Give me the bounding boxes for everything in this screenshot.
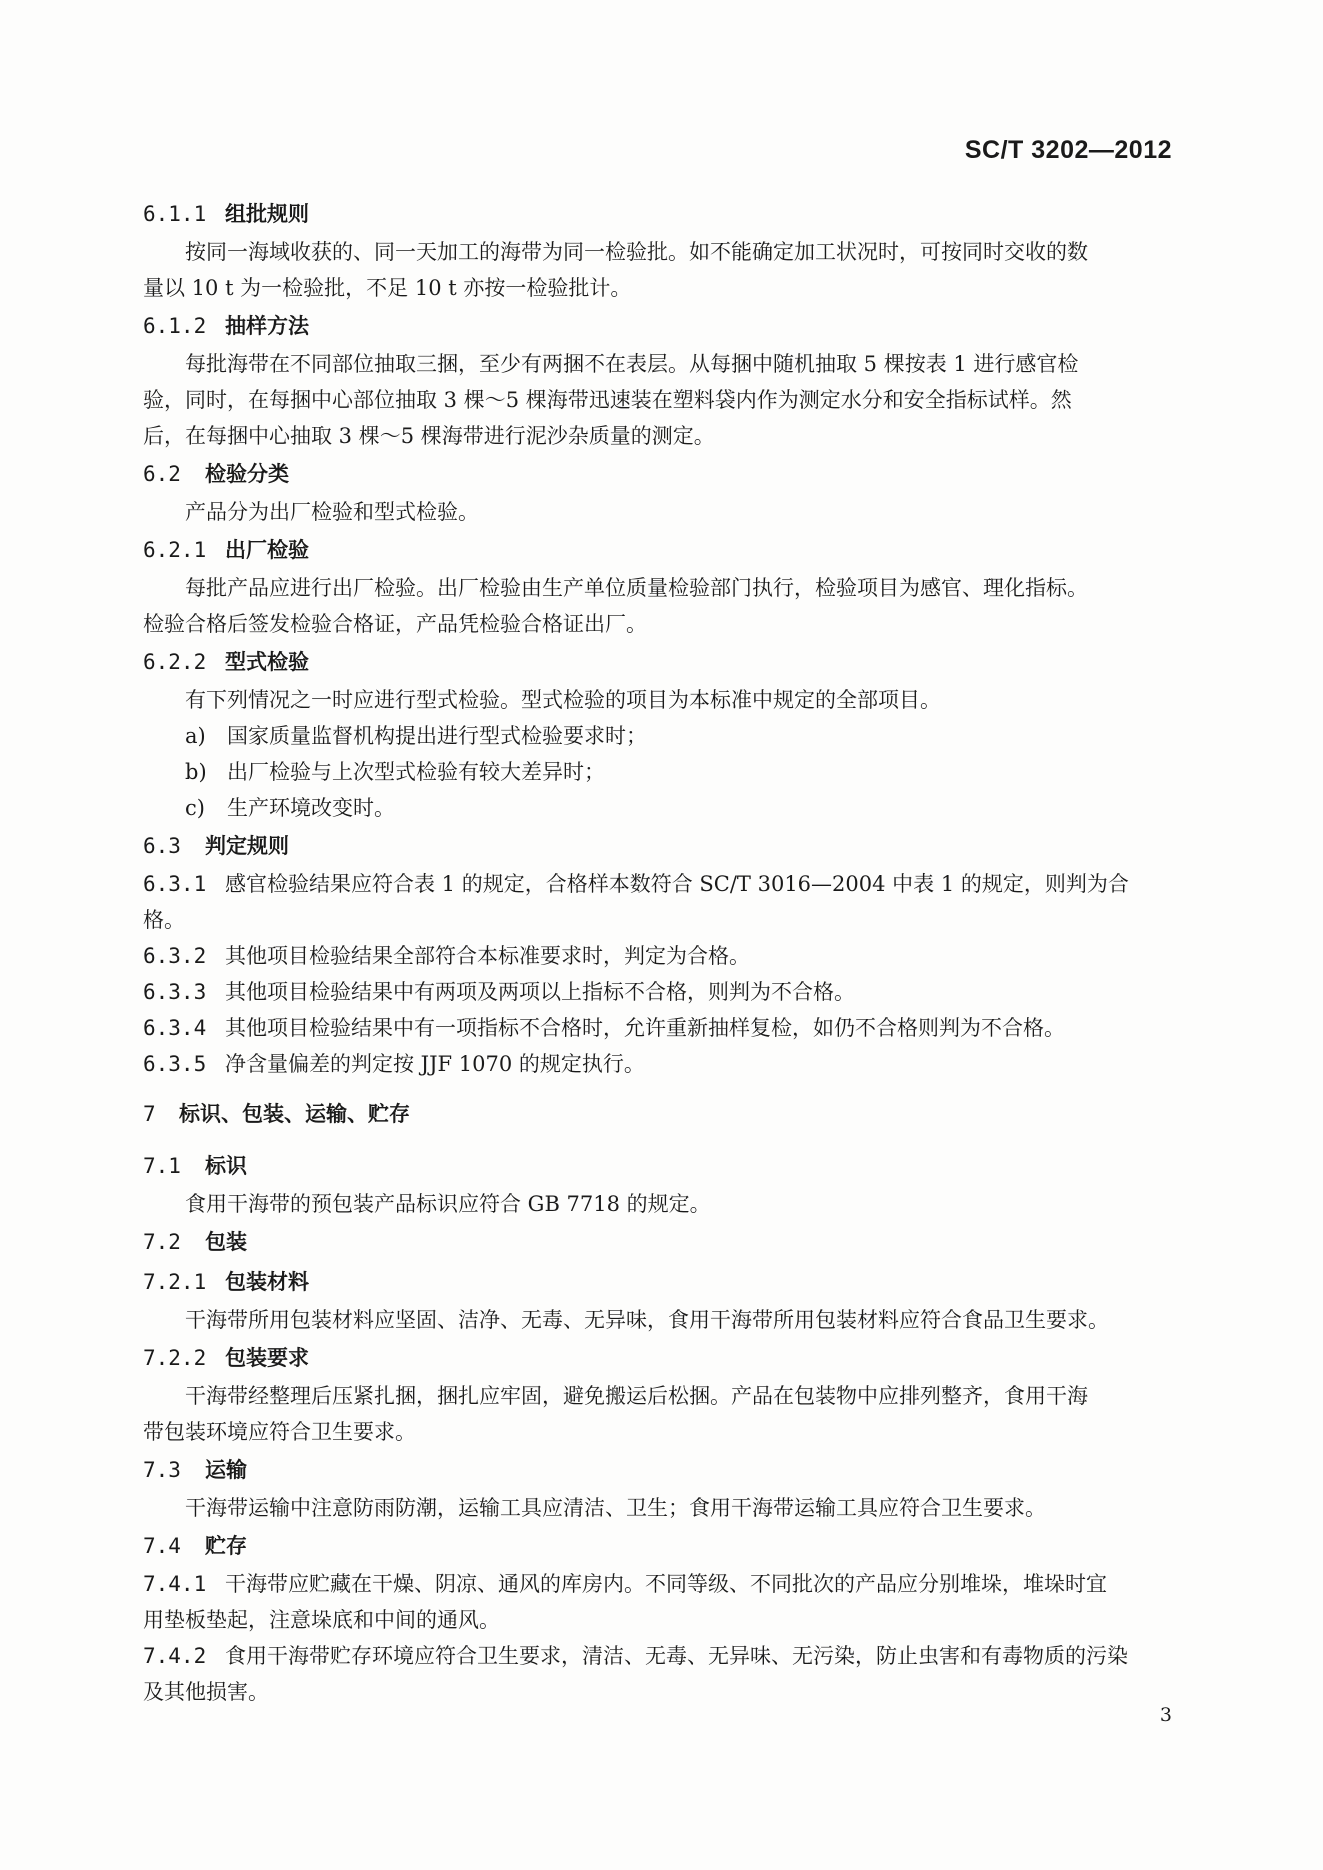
paragraph-line: 每批海带在不同部位抽取三捆，至少有两捆不在表层。从每捆中随机抽取 5 棵按表 1 进行感官检	[185, 352, 1079, 376]
section-title: 包装要求	[225, 1346, 309, 1370]
clause-number: 6.3.5	[143, 1052, 207, 1076]
clause-6-3-1	[143, 866, 1178, 902]
page-number: 3	[1159, 1704, 1172, 1726]
clause-6-3-3	[143, 974, 1178, 1010]
document-body	[143, 194, 1178, 1710]
paragraph-line: 产品分为出厂检验和型式检验。	[185, 500, 479, 524]
list-item-marker: c)	[185, 796, 205, 820]
list-item	[143, 790, 1178, 826]
clause-number: 6.3.3	[143, 980, 207, 1004]
clause-number: 6.3.4	[143, 1016, 207, 1040]
paragraph-6-2-2	[143, 682, 1178, 718]
clause-6-3-1-continued	[143, 902, 1178, 938]
clause-text: 净含量偏差的判定按 JJF 1070 的规定执行。	[225, 1052, 645, 1076]
section-number: 7.1	[143, 1154, 181, 1178]
section-title: 组批规则	[225, 202, 309, 226]
paragraph-7-2-2	[143, 1378, 1178, 1450]
paragraph-6-1-1	[143, 234, 1178, 306]
paragraph-line: 带包装环境应符合卫生要求。	[143, 1420, 416, 1444]
clause-6-3-2	[143, 938, 1178, 974]
section-number: 6.2	[143, 462, 181, 486]
section-number: 6.1.2	[143, 314, 207, 338]
section-number: 7.2	[143, 1230, 181, 1254]
section-title: 型式检验	[225, 650, 309, 674]
section-title: 抽样方法	[225, 314, 309, 338]
paragraph-line: 后，在每捆中心抽取 3 棵～5 棵海带进行泥沙杂质量的测定。	[143, 424, 715, 448]
clause-text: 其他项目检验结果中有一项指标不合格时，允许重新抽样复检，如仍不合格则判为不合格。	[225, 1016, 1065, 1040]
section-heading-7-4	[143, 1526, 1178, 1566]
section-title: 标识	[205, 1154, 247, 1178]
section-heading-7-2	[143, 1222, 1178, 1262]
section-number: 6.1.1	[143, 202, 207, 226]
clause-text: 其他项目检验结果全部符合本标准要求时，判定为合格。	[225, 944, 750, 968]
section-number: 7.3	[143, 1458, 181, 1482]
section-heading-7-1	[143, 1146, 1178, 1186]
section-title: 包装	[205, 1230, 247, 1254]
list-item-marker: a)	[185, 724, 206, 748]
clause-text: 及其他损害。	[143, 1680, 269, 1704]
clause-6-3-5	[143, 1046, 1178, 1082]
section-heading-6-2	[143, 454, 1178, 494]
paragraph-line: 有下列情况之一时应进行型式检验。型式检验的项目为本标准中规定的全部项目。	[185, 688, 941, 712]
clause-text: 用垫板垫起，注意垛底和中间的通风。	[143, 1608, 500, 1632]
paragraph-line: 干海带运输中注意防雨防潮，运输工具应清洁、卫生；食用干海带运输工具应符合卫生要求。	[185, 1496, 1046, 1520]
paragraph-line: 量以 10 t 为一检验批，不足 10 t 亦按一检验批计。	[143, 276, 632, 300]
section-heading-6-1-1	[143, 194, 1178, 234]
section-number: 7.2.1	[143, 1270, 207, 1294]
standard-number-header: SC/T 3202—2012	[964, 136, 1172, 164]
list-item-text: 国家质量监督机构提出进行型式检验要求时；	[227, 724, 647, 748]
clause-number: 6.3.1	[143, 872, 207, 896]
list-item-marker: b)	[185, 760, 207, 784]
section-number: 6.3	[143, 834, 181, 858]
clause-number: 7.4.1	[143, 1572, 207, 1596]
clause-text: 格。	[143, 908, 185, 932]
section-number: 7.2.2	[143, 1346, 207, 1370]
clause-6-3-4	[143, 1010, 1178, 1046]
chapter-heading-7	[143, 1094, 1178, 1134]
chapter-title: 标识、包装、运输、贮存	[179, 1102, 410, 1126]
list-item-text: 出厂检验与上次型式检验有较大差异时；	[227, 760, 605, 784]
clause-text: 干海带应贮藏在干燥、阴凉、通风的库房内。不同等级、不同批次的产品应分别堆垛，堆垛时宜	[225, 1572, 1107, 1596]
clause-7-4-2	[143, 1638, 1178, 1674]
section-heading-7-2-1	[143, 1262, 1178, 1302]
chapter-number: 7	[143, 1102, 156, 1126]
paragraph-line: 干海带经整理后压紧扎捆，捆扎应牢固，避免搬运后松捆。产品在包装物中应排列整齐，食用干海	[185, 1384, 1088, 1408]
clause-text: 其他项目检验结果中有两项及两项以上指标不合格，则判为不合格。	[225, 980, 855, 1004]
paragraph-line: 检验合格后签发检验合格证，产品凭检验合格证出厂。	[143, 612, 647, 636]
paragraph-6-2-1	[143, 570, 1178, 642]
section-number: 6.2.2	[143, 650, 207, 674]
clause-7-4-2-continued	[143, 1674, 1178, 1710]
section-heading-6-3	[143, 826, 1178, 866]
clause-text: 感官检验结果应符合表 1 的规定，合格样本数符合 SC/T 3016—2004 中表 1 的规定，则判为合	[225, 872, 1129, 896]
section-title: 出厂检验	[225, 538, 309, 562]
section-heading-7-3	[143, 1450, 1178, 1490]
section-title: 判定规则	[205, 834, 289, 858]
clause-7-4-1-continued	[143, 1602, 1178, 1638]
section-heading-6-2-1	[143, 530, 1178, 570]
clause-number: 6.3.2	[143, 944, 207, 968]
paragraph-line: 按同一海域收获的、同一天加工的海带为同一检验批。如不能确定加工状况时，可按同时交收的数	[185, 240, 1088, 264]
paragraph-line: 干海带所用包装材料应坚固、洁净、无毒、无异味，食用干海带所用包装材料应符合食品卫生要求。	[185, 1308, 1109, 1332]
section-title: 包装材料	[225, 1270, 309, 1294]
section-heading-6-1-2	[143, 306, 1178, 346]
paragraph-6-1-2	[143, 346, 1178, 454]
section-number: 6.2.1	[143, 538, 207, 562]
paragraph-7-3	[143, 1490, 1178, 1526]
paragraph-line: 食用干海带的预包装产品标识应符合 GB 7718 的规定。	[185, 1192, 711, 1216]
list-item-text: 生产环境改变时。	[227, 796, 395, 820]
paragraph-7-2-1	[143, 1302, 1178, 1338]
paragraph-line: 每批产品应进行出厂检验。出厂检验由生产单位质量检验部门执行，检验项目为感官、理化指标。	[185, 576, 1088, 600]
clause-text: 食用干海带贮存环境应符合卫生要求，清洁、无毒、无异味、无污染，防止虫害和有毒物质的污染	[225, 1644, 1128, 1668]
section-number: 7.4	[143, 1534, 181, 1558]
section-title: 检验分类	[205, 462, 289, 486]
section-heading-7-2-2	[143, 1338, 1178, 1378]
section-title: 贮存	[205, 1534, 247, 1558]
clause-7-4-1	[143, 1566, 1178, 1602]
paragraph-6-2	[143, 494, 1178, 530]
paragraph-7-1	[143, 1186, 1178, 1222]
section-title: 运输	[205, 1458, 247, 1482]
section-heading-6-2-2	[143, 642, 1178, 682]
paragraph-line: 验，同时，在每捆中心部位抽取 3 棵～5 棵海带迅速装在塑料袋内作为测定水分和安全指标试样。然	[143, 388, 1072, 412]
list-item	[143, 754, 1178, 790]
list-item	[143, 718, 1178, 754]
clause-number: 7.4.2	[143, 1644, 207, 1668]
